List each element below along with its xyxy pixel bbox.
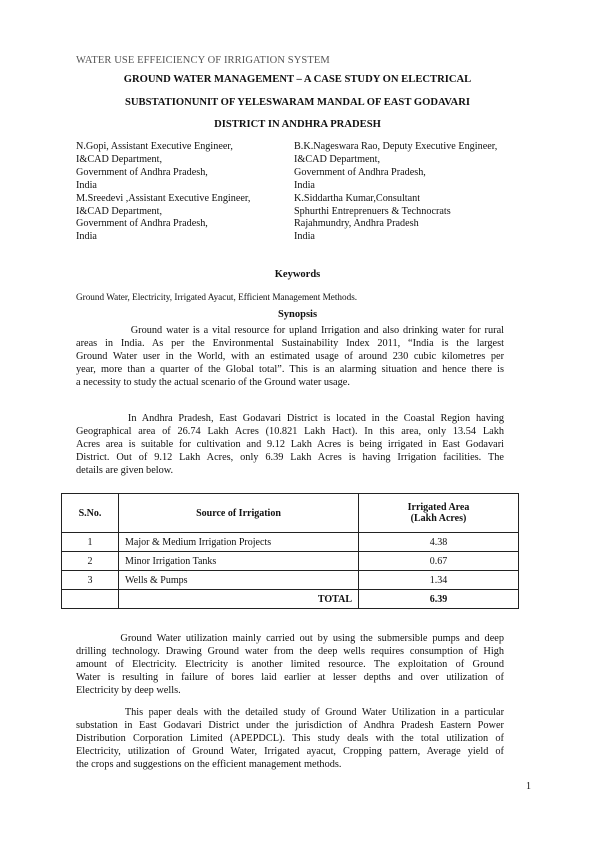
table-row — [62, 533, 519, 552]
author-line: B.K.Nageswara Rao, Deputy Executive Engineer, — [294, 141, 498, 152]
total-value: 6.39 — [359, 590, 519, 609]
cell-sno: 3 — [62, 571, 119, 590]
text-line: Ground water is a vital resource for upland Irrigation and also drinking water for rural — [76, 325, 504, 336]
text-line: Acres area is suitable for cultivation and 9.12 Lakh Acres is being irrigated in East Godavari — [76, 438, 504, 450]
cell-source: Major & Medium Irrigation Projects — [119, 533, 359, 552]
author-line: M.Sreedevi ,Assistant Executive Engineer, — [76, 192, 251, 204]
synopsis-paragraph-2 — [76, 413, 504, 478]
irrigation-table — [61, 493, 519, 609]
keywords-heading: Keywords — [274, 269, 321, 280]
text-line: details are given below. — [76, 464, 174, 476]
text-line: Electricity, utilization of Ground Water, Irrigated ayacut, Cropping pattern, Average yield of — [76, 745, 504, 757]
cell-sno: 2 — [62, 552, 119, 571]
authors-right — [294, 141, 497, 244]
text-line: Distribution Corporation Limited (APEPDCL). This study deals with the total utilization of — [76, 732, 504, 744]
author-line: India — [294, 231, 315, 243]
cell-source: Minor Irrigation Tanks — [119, 552, 359, 571]
text-line: substation in East Godavari District under the jurisdiction of Andhra Pradesh Eastern Power — [76, 719, 504, 731]
text-line: Water is resulting in failure of bores laid earlier at lesser depths and over utilization of — [76, 671, 504, 683]
synopsis-paragraph-3 — [76, 633, 504, 698]
author-line: Rajahmundry, Andhra Pradesh — [294, 218, 419, 230]
cell-empty — [62, 590, 119, 609]
total-label: TOTAL — [119, 590, 359, 609]
cell-area: 1.34 — [359, 571, 519, 590]
running-head: WATER USE EFFEICIENCY OF IRRIGATION SYSTEM — [76, 55, 330, 66]
synopsis-paragraph-4 — [76, 707, 504, 772]
author-line: N.Gopi, Assistant Executive Engineer, — [76, 141, 233, 152]
text-line: amount of Electricity. Electricity is another limited resource. The exploitation of Ground — [76, 658, 504, 670]
text-line: This paper deals with the detailed study of Ground Water Utilization in a particular — [76, 707, 504, 718]
author-line: I&CAD Department, — [76, 205, 163, 217]
author-line: India — [294, 179, 315, 191]
table-row — [62, 571, 519, 590]
author-line: Government of Andhra Pradesh, — [76, 166, 208, 178]
text-line: the crops and suggestions on the efficient management methods. — [76, 758, 342, 770]
cell-source: Wells & Pumps — [119, 571, 359, 590]
table-row — [62, 552, 519, 571]
text-line: year, more than a quarter of the Global total”. This is an alarming situation and hence there is — [76, 363, 504, 375]
synopsis-heading: Synopsis — [277, 309, 318, 320]
cell-sno: 1 — [62, 533, 119, 552]
author-line: India — [76, 231, 97, 243]
keywords-text: Ground Water, Electricity, Irrigated Ayacut, Efficient Management Methods. — [76, 292, 358, 302]
paper-title-line-2: SUBSTATIONUNIT OF YELESWARAM MANDAL OF EAST GODAVARI — [125, 97, 470, 108]
author-line: Sphurthi Entreprenuers & Technocrats — [294, 205, 451, 217]
text-line: In Andhra Pradesh, East Godavari District is located in the Coastal Region having — [76, 413, 504, 424]
page-number: 1 — [526, 781, 531, 792]
header-area-line-2: (Lakh Acres) — [410, 513, 467, 524]
text-line: a necessity to study the actual scenario of the Ground water usage. — [76, 376, 350, 388]
authors-left — [76, 141, 250, 244]
synopsis-paragraph-1 — [76, 325, 504, 390]
table-header-row — [62, 494, 519, 533]
text-line: Ground Water utilization mainly carried out by using the submersible pumps and deep — [76, 633, 504, 644]
author-line: K.Siddartha Kumar,Consultant — [294, 192, 421, 204]
cell-area: 0.67 — [359, 552, 519, 571]
text-line: Geographical area of 26.74 Lakh Acres (10.821 Lakh Hact). In this area, only 13.54 Lakh — [76, 425, 504, 437]
author-line: I&CAD Department, — [294, 153, 381, 165]
table-total-row — [62, 590, 519, 609]
cell-area: 4.38 — [359, 533, 519, 552]
text-line: Electricity by deep wells. — [76, 684, 181, 696]
header-area-line-1: Irrigated Area — [407, 502, 470, 513]
text-line: drilling technology. Drawing Ground water from the deep wells requires consumption of High — [76, 645, 504, 657]
author-line: I&CAD Department, — [76, 153, 163, 165]
author-line: Government of Andhra Pradesh, — [76, 218, 208, 230]
header-source: Source of Irrigation — [119, 494, 359, 533]
paper-title-line-3: DISTRICT IN ANDHRA PRADESH — [214, 119, 381, 130]
paper-title-line-1: GROUND WATER MANAGEMENT – A CASE STUDY ON ELECTRICAL — [123, 74, 472, 85]
text-line: Ground Water user in the World, with an estimated usage of around 230 cubic kilometres per — [76, 350, 504, 362]
text-line: District. Out of 9.12 Lakh Acres, only 6.39 Lakh Acres is having Irrigation facilities. The — [76, 451, 504, 463]
author-line: India — [76, 179, 97, 191]
header-area — [359, 494, 519, 533]
author-line: Government of Andhra Pradesh, — [294, 166, 426, 178]
text-line: areas in India. As per the Environmental Sustainability Index 2011, “India is the largest — [76, 337, 504, 349]
header-sno: S.No. — [62, 494, 119, 533]
